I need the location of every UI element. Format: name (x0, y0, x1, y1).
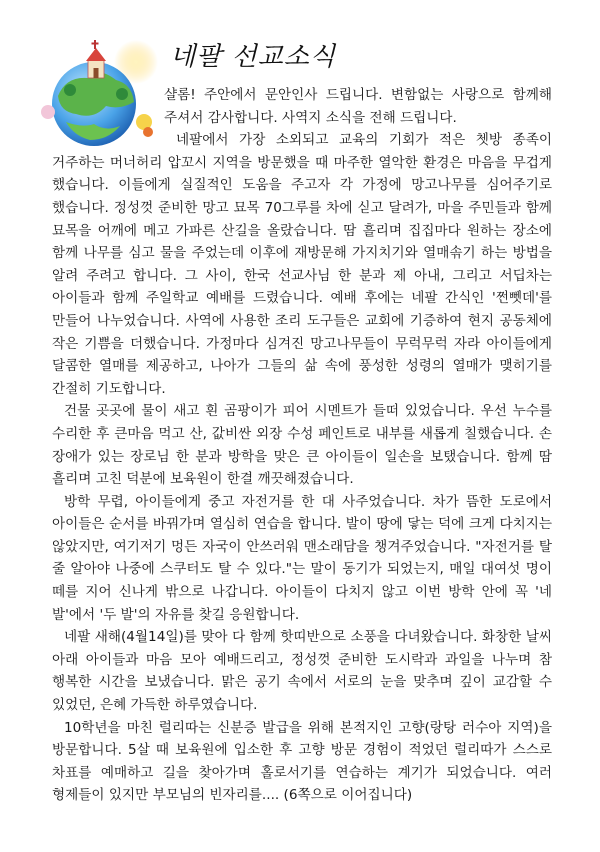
greeting-paragraph: 샬롬! 주안에서 문안인사 드립니다. 변함없는 사랑으로 함께해 주셔서 감사합니다. 사역지 소식을 전해 드립니다. (164, 87, 552, 126)
article-body (52, 84, 552, 807)
image-wrap-spacer (52, 84, 164, 148)
bicycle-paragraph: 방학 무렵, 아이들에게 중고 자전거를 한 대 사주었습니다. 차가 뜸한 도로에서 아이들은 순서를 바꿔가며 열심히 연습을 합니다. 발이 땅에 닿는 덕에 크게 다치지는 않았지만, 여기저기 멍든 자국이 안쓰러워 맨소래담을 챙겨주었습니다. "자전거를 탈 줄 알아야 나중에 스쿠터도 탈 수 있다."는 말이 동기가 되었는지, 매일 대여섯 명이 떼를 지어 신나게 밖으로 나갑니다. 아이들이 다치지 않고 이번 방학 안에 꼭 '네 발'에서 '두 발'의 자유를 찾길 응원합니다. (52, 493, 552, 623)
mango-tree-paragraph: 네팔에서 가장 소외되고 교육의 기회가 적은 쳇방 종족이 거주하는 머너허리 압꼬시 지역을 방문했을 때 마주한 열악한 환경은 마음을 무겁게 했습니다. 이들에게 실질적인 도움을 주고자 각 가정에 망고나무를 심어주기로 했습니다. 정성껏 준비한 망고 묘목 70그루를 차에 싣고 달려가, 마을 주민들과 함께 묘목을 어깨에 메고 가파른 산길을 올랐습니다. 땀 흘리며 집집마다 원하는 장소에 함께 나무를 심고 물을 주었는데 이후에 재방문해 가지치기와 열매솎기 하는 방법을 알려 주려고 합니다. 그 사이, 한국 선교사님 한 분과 제 아내, 그리고 서딥차는 아이들과 함께 주일학교 예배를 드렸습니다. 예배 후에는 네팔 간식인 '쩐뻿데'를 만들어 나누었습니다. 사역에 사용한 조리 도구들은 교회에 기증하여 현지 공동체에 작은 기쁨을 더했습니다. 가정마다 심겨진 망고나무들이 무럭무럭 자라 아이들에게 달콤한 열매를 제공하고, 나아가 그들의 삶 속에 풍성한 성령의 열매가 맺히기를 간절히 기도합니다. (52, 132, 552, 397)
page-title: 네팔 선교소식 (170, 42, 336, 72)
hometown-visit-paragraph: 10학년을 마친 럴리따는 신분증 발급을 위해 본적지인 고향(랑탕 러수아 지역)을 방문합니다. 5살 때 보육원에 입소한 후 고향 방문 경험이 적었던 럴리따가 스스로 차표를 예매하고 길을 찾아가며 홀로서기를 연습하는 계기가 되었습니다. 여러 형제들이 있지만 부모님의 빈자리를.... (6쪽으로 이어집니다) (52, 719, 552, 804)
new-year-picnic-paragraph: 네팔 새해(4월14일)를 맞아 다 함께 핫띠반으로 소풍을 다녀왔습니다. 화창한 날씨 아래 아이들과 마음 모아 예배드리고, 정성껏 준비한 도시락과 과일을 나누며 참 행복한 시간을 보냈습니다. 맑은 공기 속에서 서로의 눈을 맞추며 깊이 교감할 수 있었던, 은혜 가득한 하루였습니다. (52, 629, 552, 714)
building-repair-paragraph: 건물 곳곳에 물이 새고 흰 곰팡이가 피어 시멘트가 들떠 있었습니다. 우선 누수를 수리한 후 큰마음 먹고 산, 값비싼 외장 수성 페인트로 내부를 새롭게 칠했습니다. 손 장애가 있는 장로님 한 분과 방학을 맞은 큰 아이들이 일손을 보탰습니다. 함께 땀 흘리며 고친 덕분에 보육원이 한결 깨끗해졌습니다. (52, 403, 552, 488)
